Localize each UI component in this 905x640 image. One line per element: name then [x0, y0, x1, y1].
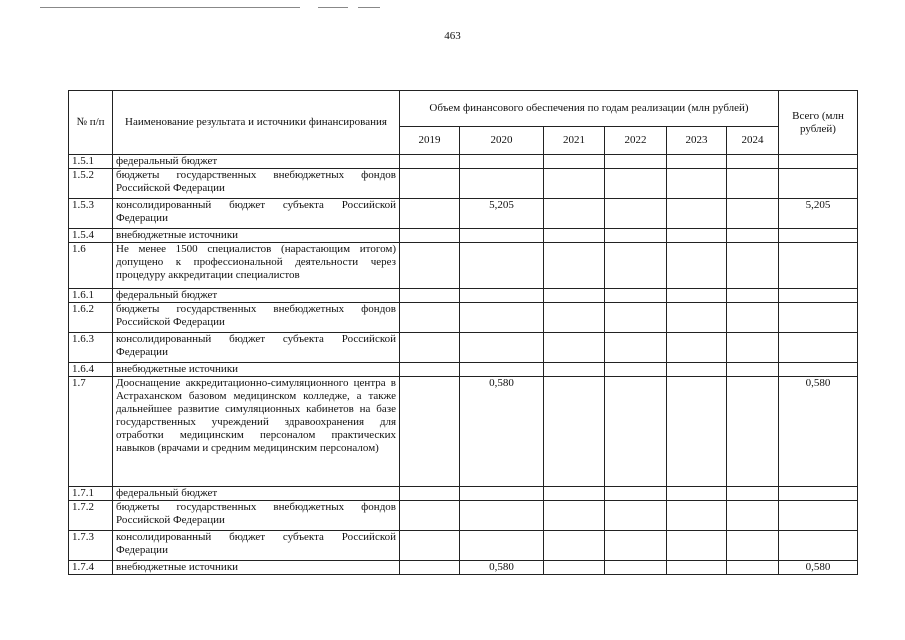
value-total: [779, 303, 858, 333]
row-name: бюджеты государственных внебюджетных фондов Российской Федерации: [113, 303, 400, 333]
value-2020: [460, 229, 544, 243]
value-2024: [727, 169, 779, 199]
row-number: 1.7.2: [69, 501, 113, 531]
value-2020: [460, 501, 544, 531]
value-2022: [605, 155, 667, 169]
value-2023: [667, 531, 727, 561]
value-2022: [605, 289, 667, 303]
header-year-2020: 2020: [460, 127, 544, 155]
value-2023: [667, 229, 727, 243]
value-2021: [544, 377, 605, 487]
value-2022: [605, 229, 667, 243]
value-2020: [460, 363, 544, 377]
value-2019: [400, 561, 460, 575]
table-row: [69, 363, 858, 377]
value-2023: [667, 289, 727, 303]
value-2021: [544, 243, 605, 289]
row-number: 1.5.4: [69, 229, 113, 243]
value-total: [779, 169, 858, 199]
value-2024: [727, 531, 779, 561]
value-2019: [400, 303, 460, 333]
value-2023: [667, 487, 727, 501]
value-total: [779, 531, 858, 561]
value-2020: 0,580: [460, 561, 544, 575]
header-num: № п/п: [69, 91, 113, 155]
value-total: [779, 363, 858, 377]
header-year-2023: 2023: [667, 127, 727, 155]
row-number: 1.6.2: [69, 303, 113, 333]
row-number: 1.5.2: [69, 169, 113, 199]
table-row: [69, 289, 858, 303]
value-2019: [400, 169, 460, 199]
row-number: 1.6.4: [69, 363, 113, 377]
row-name: Дооснащение аккредитационно-симуляционного центра в Астраханском базовом медицинском колледже, а также дальнейшее развитие симуляционных кабинетов на базе государственных учреждений здравоохранения для отработки медицинским персоналом практических навыков (врачами и средним медицинским персоналом): [113, 377, 400, 487]
value-total: [779, 155, 858, 169]
table-row: [69, 303, 858, 333]
value-2020: [460, 169, 544, 199]
row-name: бюджеты государственных внебюджетных фондов Российской Федерации: [113, 501, 400, 531]
value-2022: [605, 199, 667, 229]
value-total: [779, 487, 858, 501]
financing-table: [68, 90, 858, 575]
value-2024: [727, 333, 779, 363]
value-2020: [460, 289, 544, 303]
value-total: [779, 289, 858, 303]
value-2022: [605, 561, 667, 575]
header-total: Всего (млн рублей): [779, 91, 858, 155]
header-name: Наименование результата и источники финансирования: [113, 91, 400, 155]
value-2021: [544, 303, 605, 333]
value-total: 0,580: [779, 561, 858, 575]
value-2021: [544, 229, 605, 243]
value-2021: [544, 333, 605, 363]
row-name: консолидированный бюджет субъекта Российской Федерации: [113, 333, 400, 363]
table-row: [69, 333, 858, 363]
value-2023: [667, 243, 727, 289]
value-2024: [727, 501, 779, 531]
row-name: консолидированный бюджет субъекта Российской Федерации: [113, 199, 400, 229]
value-2022: [605, 487, 667, 501]
value-2022: [605, 363, 667, 377]
row-number: 1.6.3: [69, 333, 113, 363]
value-total: [779, 243, 858, 289]
value-2023: [667, 561, 727, 575]
value-2021: [544, 487, 605, 501]
value-2020: [460, 531, 544, 561]
row-number: 1.7.3: [69, 531, 113, 561]
header-year-2024: 2024: [727, 127, 779, 155]
value-2020: [460, 487, 544, 501]
table-row: [69, 487, 858, 501]
table-row: [69, 199, 858, 229]
value-total: 5,205: [779, 199, 858, 229]
value-2022: [605, 531, 667, 561]
value-2020: [460, 155, 544, 169]
row-name: внебюджетные источники: [113, 561, 400, 575]
value-2020: 5,205: [460, 199, 544, 229]
value-2022: [605, 169, 667, 199]
value-2024: [727, 243, 779, 289]
value-2021: [544, 289, 605, 303]
value-2019: [400, 487, 460, 501]
row-name: консолидированный бюджет субъекта Российской Федерации: [113, 531, 400, 561]
scan-artifact-rule-1: [40, 7, 300, 8]
value-2021: [544, 155, 605, 169]
row-name: бюджеты государственных внебюджетных фондов Российской Федерации: [113, 169, 400, 199]
value-2019: [400, 155, 460, 169]
value-2019: [400, 501, 460, 531]
value-2024: [727, 487, 779, 501]
row-number: 1.7.4: [69, 561, 113, 575]
value-2021: [544, 199, 605, 229]
value-2021: [544, 561, 605, 575]
value-2019: [400, 377, 460, 487]
row-name: внебюджетные источники: [113, 363, 400, 377]
table-row: [69, 561, 858, 575]
row-name: федеральный бюджет: [113, 487, 400, 501]
value-2024: [727, 289, 779, 303]
table-row: [69, 501, 858, 531]
value-2021: [544, 501, 605, 531]
value-total: [779, 501, 858, 531]
scan-artifact-rule-2: [318, 7, 348, 8]
value-2024: [727, 561, 779, 575]
value-2021: [544, 531, 605, 561]
scan-artifact-rule-3: [358, 7, 380, 8]
row-name: федеральный бюджет: [113, 155, 400, 169]
header-year-2021: 2021: [544, 127, 605, 155]
table-row: [69, 531, 858, 561]
value-2024: [727, 155, 779, 169]
row-name: федеральный бюджет: [113, 289, 400, 303]
table-row: [69, 169, 858, 199]
row-number: 1.7.1: [69, 487, 113, 501]
value-2020: [460, 333, 544, 363]
value-2019: [400, 199, 460, 229]
value-2022: [605, 333, 667, 363]
row-name: Не менее 1500 специалистов (нарастающим итогом) допущено к профессиональной деятельности через процедуру аккредитации специалистов: [113, 243, 400, 289]
value-2024: [727, 199, 779, 229]
value-2020: [460, 243, 544, 289]
value-2023: [667, 333, 727, 363]
value-2022: [605, 243, 667, 289]
value-2019: [400, 363, 460, 377]
value-2022: [605, 377, 667, 487]
value-2023: [667, 363, 727, 377]
value-2023: [667, 501, 727, 531]
value-2023: [667, 169, 727, 199]
value-2024: [727, 363, 779, 377]
value-2021: [544, 169, 605, 199]
value-2023: [667, 199, 727, 229]
table-body: [69, 155, 858, 575]
row-number: 1.6.1: [69, 289, 113, 303]
value-2024: [727, 229, 779, 243]
row-number: 1.5.1: [69, 155, 113, 169]
value-2020: [460, 303, 544, 333]
value-2024: [727, 303, 779, 333]
row-number: 1.6: [69, 243, 113, 289]
value-2019: [400, 333, 460, 363]
table-row: [69, 155, 858, 169]
value-2023: [667, 155, 727, 169]
value-2019: [400, 531, 460, 561]
page-number: 463: [444, 30, 461, 42]
row-number: 1.5.3: [69, 199, 113, 229]
row-name: внебюджетные источники: [113, 229, 400, 243]
value-2022: [605, 303, 667, 333]
value-2021: [544, 363, 605, 377]
value-2024: [727, 377, 779, 487]
value-2023: [667, 377, 727, 487]
value-total: 0,580: [779, 377, 858, 487]
header-funding: Объем финансового обеспечения по годам реализации (млн рублей): [400, 91, 779, 127]
table-row: [69, 229, 858, 243]
value-2019: [400, 243, 460, 289]
header-year-2019: 2019: [400, 127, 460, 155]
table-row: [69, 243, 858, 289]
value-2022: [605, 501, 667, 531]
value-2023: [667, 303, 727, 333]
value-2019: [400, 229, 460, 243]
row-number: 1.7: [69, 377, 113, 487]
value-2020: 0,580: [460, 377, 544, 487]
value-total: [779, 229, 858, 243]
header-year-2022: 2022: [605, 127, 667, 155]
value-total: [779, 333, 858, 363]
value-2019: [400, 289, 460, 303]
table-row: [69, 377, 858, 487]
